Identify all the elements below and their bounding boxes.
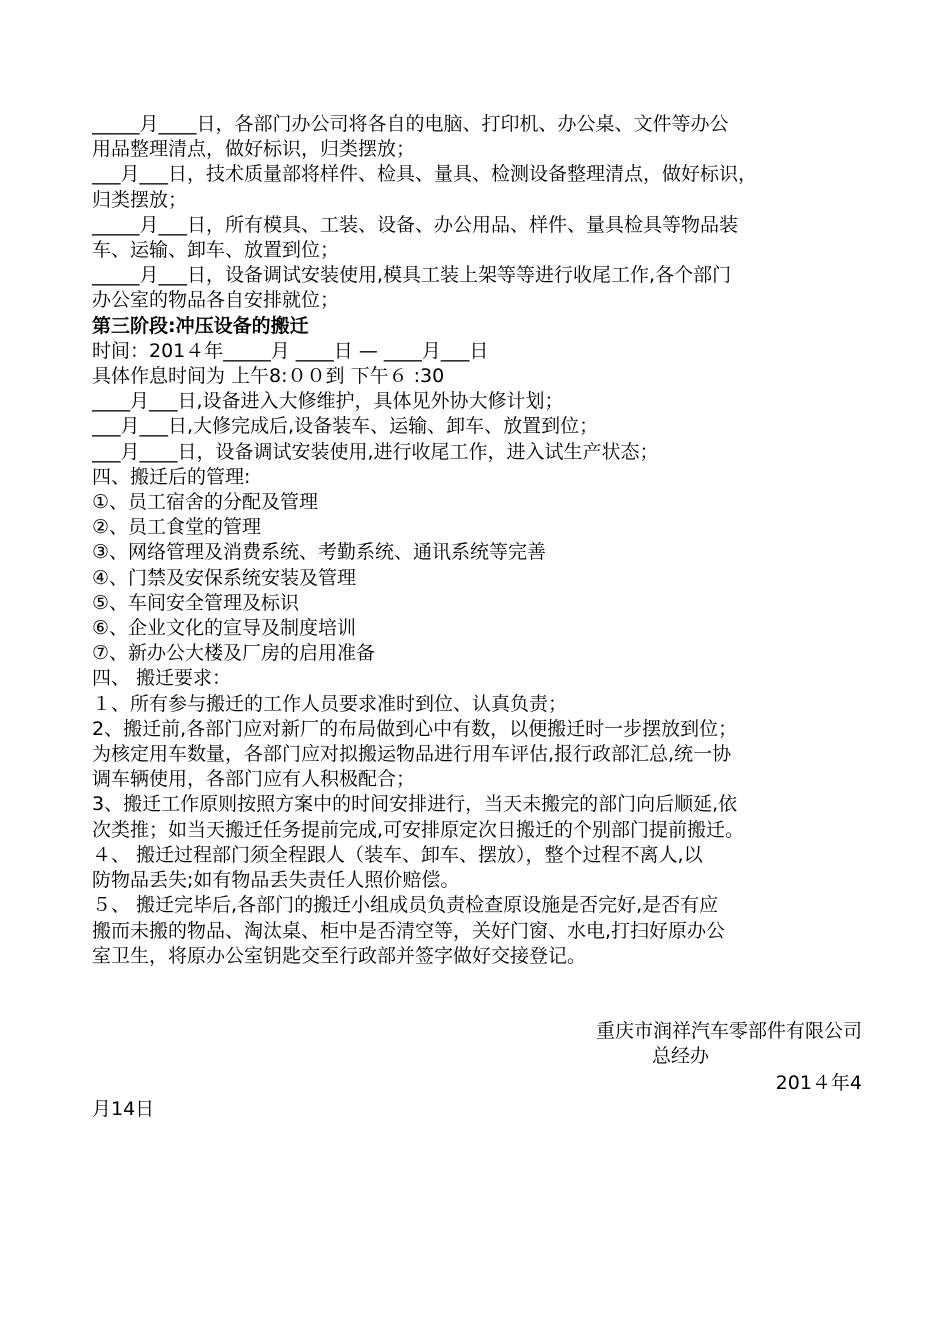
text-line: ５、 搬迁完毕后,各部门的搬迁小组成员负责检查原设施是否完好,是否有应 (92, 894, 719, 917)
text-line: 室卫生，将原办公室钥匙交至行政部并签字做好交接登记。 (92, 944, 587, 967)
list-item: ⑥、企业文化的宣导及制度培训 (92, 617, 357, 640)
text-line: 调车辆使用，各部门应有人积极配合； (92, 768, 416, 791)
text-line: _____月___日，设备调试安装使用,模具工装上架等等进行收尾工作,各个部门 (92, 264, 732, 287)
text-line: 搬而未搬的物品、淘汰桌、柜中是否清空等，关好门窗、水电,打扫好原办公 (92, 919, 726, 942)
text-line: 防物品丢失;如有物品丢失责任人照价赔偿。 (92, 869, 460, 892)
text-line: 四、 搬迁要求： (92, 667, 232, 690)
text-line: 四、搬迁后的管理: (92, 465, 251, 488)
text-line: 用品整理清点，做好标识，归类摆放； (92, 138, 416, 161)
text-line: ___月____日，设备调试安装使用,进行收尾工作，进入试生产状态； (92, 440, 659, 463)
section-heading: 第三阶段:冲压设备的搬迁 (92, 314, 309, 337)
spacer (92, 969, 862, 1019)
signature-office: 总经办 (652, 1045, 710, 1068)
text-line: 办公室的物品各自安排就位； (92, 289, 340, 312)
list-item: ①、员工宿舍的分配及管理 (92, 491, 319, 514)
text-line: 归类摆放； (92, 188, 188, 211)
text-line: ___月___日,大修完成后,设备装车、运输、卸车、放置到位； (92, 415, 599, 438)
document-body (92, 112, 862, 1122)
text-line: _____月____日，各部门办公司将各自的电脑、打印机、办公桌、文件等办公 (92, 113, 729, 135)
signature-date-part2: 月14日 (92, 1097, 155, 1120)
text-line: 2、搬迁前,各部门应对新厂的布局做到心中有数，以便搬迁时一步摆放到位； (92, 717, 738, 740)
text-line: 车、运输、卸车、放置到位； (92, 239, 340, 262)
text-line: ４、 搬迁过程部门须全程跟人（装车、卸车、摆放），整个过程不离人,以 (92, 843, 703, 866)
signature-company: 重庆市润祥汽车零部件有限公司 (595, 1019, 862, 1042)
text-line: ____月___日,设备进入大修维护，具体见外协大修计划； (92, 390, 564, 413)
text-line: 具体作息时间为 上午8:００到 下午６ :30 (92, 365, 445, 388)
text-line: _____月___日，所有模具、工装、设备、办公用品、样件、量具检具等物品装 (92, 213, 739, 236)
list-item: ④、门禁及安保系统安装及管理 (92, 566, 357, 589)
text-line: 为核定用车数量，各部门应对拟搬运物品进行用车评估,报行政部汇总,统一协 (92, 743, 732, 766)
text-line: ___月___日，技术质量部将样件、检具、量具、检测设备整理清点，做好标识， (92, 163, 758, 186)
list-item: ⑦、新办公大楼及厂房的启用准备 (92, 642, 376, 665)
text-line: 3、搬迁工作原则按照方案中的时间安排进行，当天未搬完的部门向后顺延,依 (92, 793, 738, 816)
text-line: 次类推；如当天搬迁任务提前完成,可安排原定次日搬迁的个别部门提前搬迁。 (92, 818, 745, 841)
list-item: ⑤、车间安全管理及标识 (92, 591, 300, 614)
signature-date-part1: 201４年4 (775, 1072, 862, 1095)
list-item: ②、员工食堂的管理 (92, 516, 262, 539)
text-line: １、所有参与搬迁的工作人员要求准时到位、认真负责； (92, 692, 568, 715)
text-line: 时间：201４年_____月 ____日 — ____月___日 (92, 339, 489, 362)
list-item: ③、网络管理及消费系统、考勤系统、通讯系统等完善 (92, 541, 547, 564)
